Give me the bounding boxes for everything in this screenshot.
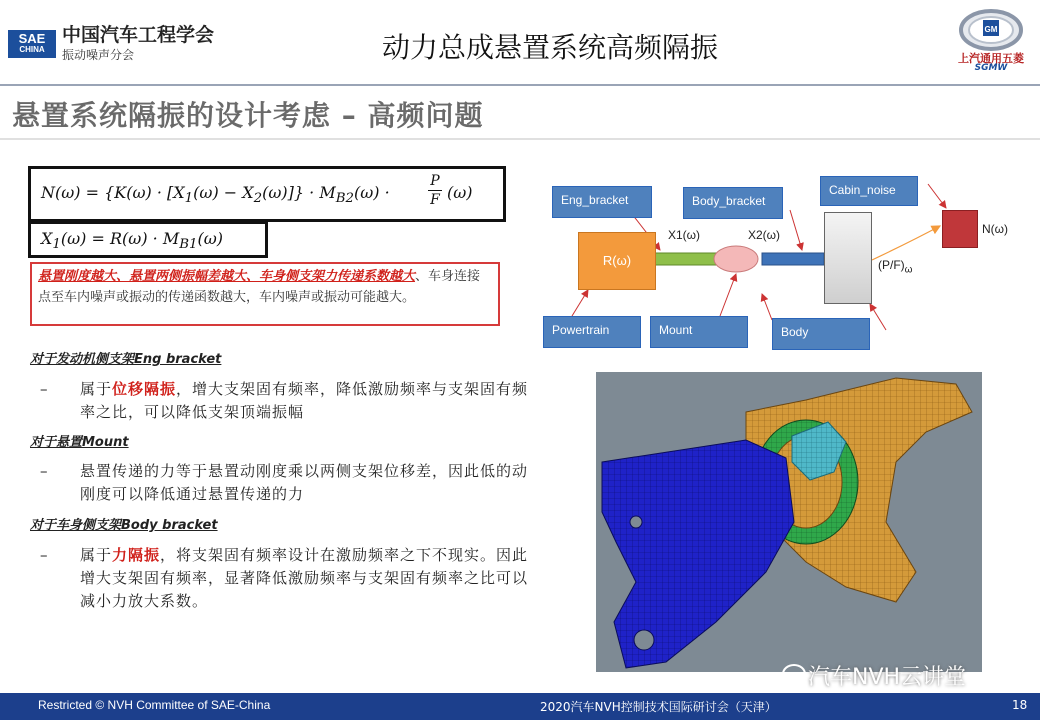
sgmw-emblem-icon: [952, 8, 1030, 52]
powertrain-r-box: R(ω): [578, 232, 656, 290]
cabin-noise-n-box: [942, 210, 978, 248]
body-cabin-box: [824, 212, 872, 304]
mount-ellipse: [714, 246, 758, 272]
bullet-dash: –: [40, 462, 48, 480]
wechat-icon: [782, 664, 806, 684]
formula-x1-omega: $X_1(\omega) = R(\omega) \cdot M_{B1}(\omega)$: [28, 221, 268, 258]
n-omega-label: N(ω): [982, 222, 1009, 236]
note-emphasis: 悬置刚度越大、悬置两侧振幅差越大、车身侧支架力传递系数越大: [38, 269, 416, 284]
section-subtitle: 悬置系统隔振的设计考虑 – 高频问题: [12, 99, 484, 132]
sae-china-logo: SAE CHINA: [8, 30, 56, 58]
brand-cn: 上汽通用五菱: [958, 52, 1024, 65]
section-head-body-bracket: 对于车身侧支架Body bracket: [30, 518, 218, 533]
section-body-mount: 悬置传递的力等于悬置动刚度乘以两侧支架位移差，因此低的动刚度可以降低通过悬置传递的力: [80, 462, 529, 503]
section-body-eng-bracket: 属于位移隔振，增大支架固有频率，降低激励频率与支架固有频率之比，可以降低支架顶端振幅: [80, 380, 529, 421]
brand-en: SGMW: [974, 63, 1008, 73]
subtitle-divider: [0, 138, 1040, 140]
slide-title: 动力总成悬置系统高频隔振: [381, 31, 718, 64]
org-name: 中国汽车工程学会: [62, 24, 215, 46]
label-cabin-noise: Cabin_noise: [820, 176, 918, 206]
label-body: Body: [772, 318, 870, 350]
x2-label: X2(ω): [748, 228, 781, 242]
header-divider: [0, 84, 1040, 86]
label-eng-bracket: Eng_bracket: [552, 186, 652, 218]
label-mount: Mount: [650, 316, 748, 348]
watermark-text: 汽车NVH云讲堂: [808, 665, 967, 690]
label-powertrain: Powertrain: [543, 316, 641, 348]
pf-label: $(P/F)_\omega$: [878, 258, 913, 276]
bullet-dash: –: [40, 380, 48, 398]
note-text: 、车身连接点至车内噪声或振动的传递函数越大，车内噪声或振动可能越大。: [38, 269, 481, 305]
org-subtitle: 振动噪声分会: [62, 48, 135, 62]
eng-bracket-rod: [654, 253, 716, 265]
footer-event: 2020汽车NVH控制技术国际研讨会（天津）: [540, 700, 777, 714]
label-body-bracket: Body_bracket: [683, 187, 783, 219]
page-number: 18: [1012, 698, 1028, 712]
section-body-body-bracket: 属于力隔振，将支架固有频率设计在激励频率之下不现实。因此增大支架固有频率，显著降低激励频率与支架固有频率之比可以减小力放大系数。: [80, 546, 529, 610]
section-head-mount: 对于悬置Mount: [30, 435, 129, 450]
gm-badge: GM: [984, 25, 998, 34]
formula-n-omega: $N(\omega) = \{K(\omega) \cdot [X_1(\omega) - X_2(\omega)]\} \cdot M_{B2}(\omega)$ · P F (ω): [28, 166, 506, 222]
body-bracket-rod: [762, 253, 824, 265]
p-over-f-fraction: P F: [427, 173, 443, 208]
fe-mount-model-image: [596, 372, 982, 672]
section-head-eng-bracket: 对于发动机侧支架Eng bracket: [30, 352, 222, 367]
bullet-dash: –: [40, 546, 48, 564]
footer-copyright: Restricted © NVH Committee of SAE-China: [38, 698, 271, 712]
key-conclusion-note: [30, 262, 500, 326]
fe-mesh-illustration: [596, 372, 982, 672]
x1-label: X1(ω): [668, 228, 701, 242]
